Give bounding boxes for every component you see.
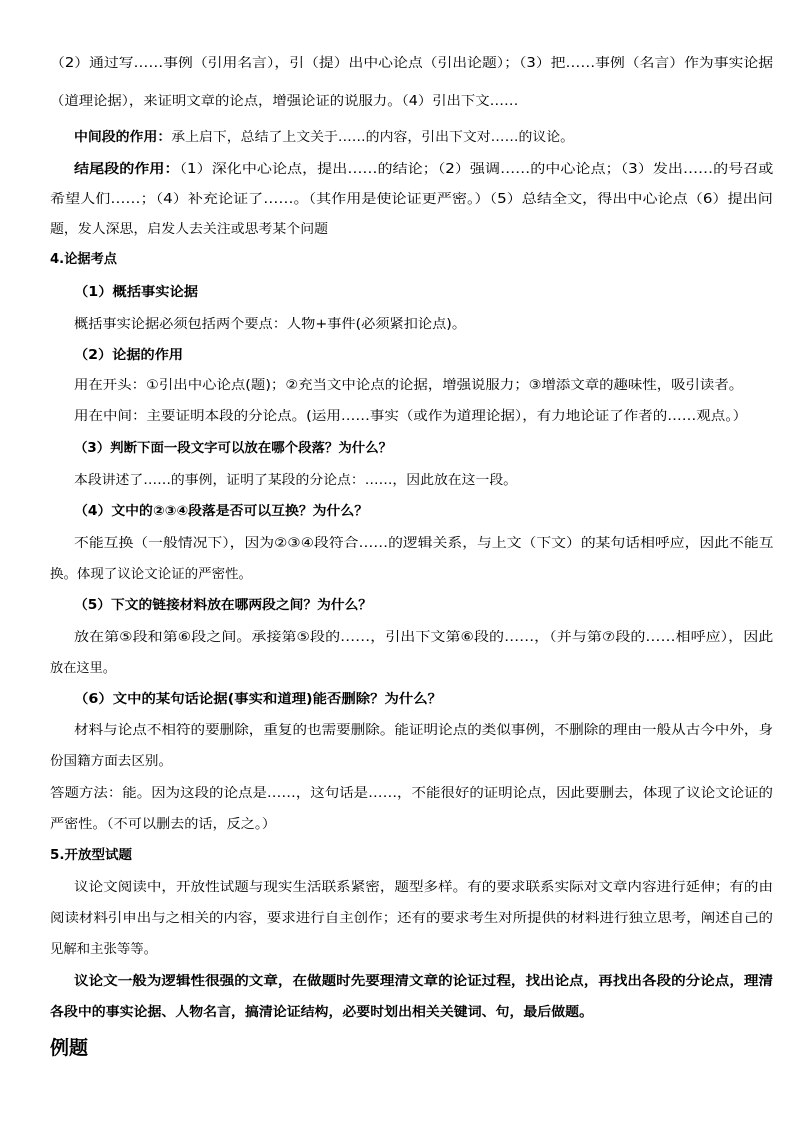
line-text: （道理论据），来证明文章的论点，增强论证的说服力。（4）引出下文…… <box>50 94 519 109</box>
text-line <box>74 691 442 709</box>
line-text: 换。体现了议论文论证的严密性。 <box>50 567 253 582</box>
text-line <box>50 191 773 209</box>
text-line <box>74 722 773 740</box>
text-line <box>50 251 117 269</box>
line-text: 承上启下，总结了上文关于……的内容，引出下文对……的议论。 <box>171 130 575 145</box>
bold-label: 5.开放型试题 <box>50 848 132 863</box>
line-text: 材料与论点不相符的要删除，重复的也需要删除。能证明论点的类似事例，不删除的理由一般从古今中外，身 <box>74 723 774 738</box>
text-line <box>50 1004 593 1022</box>
line-text: （2）通过写……事例（引用名言），引（提）出中心论点（引出论题）；（3）把……事例（名言）作为事实论据 <box>50 56 774 71</box>
text-line <box>74 629 773 647</box>
line-text: 阅读材料引申出与之相关的内容，要求进行自主创作；还有的要求考生对所提供的材料进行独立思考，阐述自己的 <box>50 911 774 926</box>
bold-label: 结尾段的作用： <box>74 162 180 177</box>
bold-label: 4.论据考点 <box>50 252 117 267</box>
text-line <box>74 129 574 147</box>
text-line <box>74 503 368 521</box>
line-text: 希望人们……；（4）补充论证了……。（其作用是使论证更严密。）（5）总结全文，得出中心论点（6）提出问 <box>50 192 773 207</box>
line-text: 议论文阅读中，开放性试题与现实生活联系紧密，题型多样。有的要求联系实际对文章内容进行延伸；有的由 <box>74 880 774 895</box>
bold-label: （3）判断下面一段文字可以放在哪个段落？为什么？ <box>74 441 393 456</box>
text-line <box>50 753 172 771</box>
bold-label: （1）概括事实论据 <box>74 285 199 300</box>
line-text: 放在这里。 <box>50 661 117 676</box>
line-text: 份国籍方面去区别。 <box>50 754 173 769</box>
text-line <box>74 284 198 302</box>
text-line <box>74 347 183 365</box>
bold-label: （4）文中的②③④段落是否可以互换？为什么？ <box>74 504 369 519</box>
bold-label: 议论文一般为逻辑性很强的文章，在做题时先要理清文章的论证过程，找出论点，再找出各段的分论点，理清 <box>74 974 774 989</box>
text-line <box>50 55 773 73</box>
line-text: 概括事实论据必须包括两个要点：人物+事件(必须紧扣论点)。 <box>74 317 467 332</box>
bold-label: （6）文中的某句话论据(事实和道理)能否删除？为什么？ <box>74 692 442 707</box>
text-line <box>74 973 773 991</box>
line-text: （1）深化中心论点，提出……的结论；（2）强调……的中心论点；（3）发出……的号召或 <box>179 162 774 177</box>
text-line <box>50 816 276 834</box>
line-text: 严密性。（不可以删去的话，反之。） <box>50 817 277 832</box>
line-text: 题，发人深思，启发人去关注或思考某个问题 <box>50 222 329 237</box>
text-line <box>74 535 774 553</box>
text-line <box>74 161 773 179</box>
line-text: 放在第⑤段和第⑥段之间。承接第⑤段的……，引出下文第⑥段的……，（并与第⑦段的……相呼应），因此 <box>74 630 774 645</box>
text-line <box>50 847 132 865</box>
text-line <box>74 408 747 426</box>
bold-label: （5）下文的链接材料放在哪两段之间？为什么？ <box>74 598 373 613</box>
line-text: 不能互换（一般情况下），因为②③④段符合……的逻辑关系，与上文（下文）的某句话相呼应，因此不能互 <box>74 536 774 551</box>
line-text: 答题方法：能。因为这段的论点是……，这句话是……，不能很好的证明论点，因此要删去，体现了议论文论证的 <box>50 786 774 801</box>
text-line <box>50 566 252 584</box>
bold-label: 各段中的事实论据、人物名言，搞清论证结构，必要时划出相关关键词、句，最后做题。 <box>50 1005 594 1020</box>
text-line <box>50 660 116 678</box>
bold-label: 中间段的作用： <box>74 130 172 145</box>
text-line <box>50 910 773 928</box>
text-line <box>74 597 372 615</box>
text-line <box>74 377 743 395</box>
text-line <box>50 221 328 239</box>
line-text: 本段讲述了……的事例，证明了某段的分论点：……，因此放在这一段。 <box>74 473 518 488</box>
text-line <box>74 472 517 490</box>
line-text: 用在开头：①引出中心论点(题)；②充当文中论点的论据，增强说服力；③增添文章的趣味性，吸引读者。 <box>74 378 744 393</box>
section-heading-examples: 例题 <box>50 1037 89 1059</box>
text-line <box>50 941 157 959</box>
text-line <box>74 440 392 458</box>
text-line <box>74 879 773 897</box>
bold-label: （2）论据的作用 <box>74 348 184 363</box>
line-text: 见解和主张等等。 <box>50 942 158 957</box>
text-line <box>50 93 518 111</box>
text-line <box>74 316 466 334</box>
text-line <box>50 785 773 803</box>
line-text: 用在中间：主要证明本段的分论点。(运用……事实（或作为道理论据），有力地论证了作者的……观点。） <box>74 409 748 424</box>
